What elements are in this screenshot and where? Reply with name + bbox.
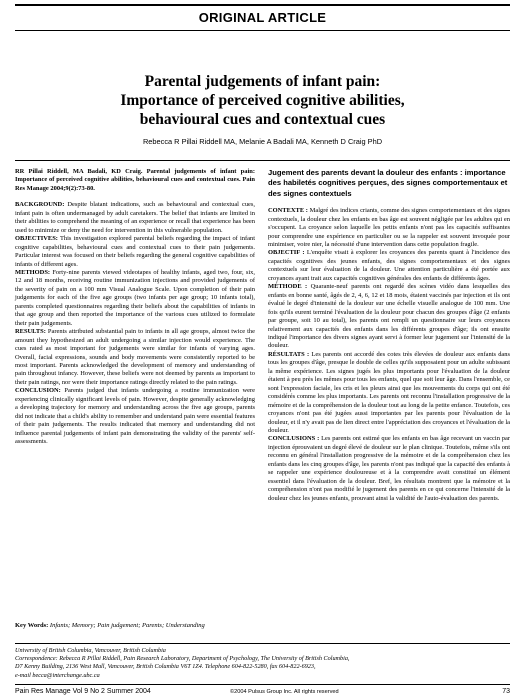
citation: RR Pillai Riddell, MA Badali, KD Craig. Parental judgements of infant pain: Importance of perceived cognitive abilities, behavioural cues and contextual cues. Pain Res Manage 2004;9(2):73-80. (15, 168, 255, 192)
copyright-notice: ©2004 Pulsus Group Inc. All rights reserved (230, 688, 339, 695)
section-heading: METHODS: (15, 268, 51, 276)
section-text: Malgré des indices criants, comme des signes comportementaux et des signes contextuels, la douleur chez les enfants en bas âge est souvent négligée par les adultes qui en s'occupent. La croyance selon laquelle les petits enfants n'ont pas les capacités suffisantes pour comprendre une expérience en particulier ou se la rappeler est souvent invoquée pour minimiser, voire nier, la nécessité d'une intervention dans cette population fragile. (268, 207, 510, 249)
keywords (15, 622, 255, 631)
section-text: Parents attributed substantial pain to infants in all age groups, almost twice the amount they hypothesized an adult undergoing a similar injection would experience. The cues rated as most important for judgements were similar for infants of varying ages. Overall, facial expressions, sounds and body movements were consistently reported to be most important. Parents acknowledged the development of memory and understanding of pain throughout infancy. However, these beliefs were not deemed by parents as important to their pain ratings, nor were their importance ratings directly related to the pain ratings. (15, 328, 256, 386)
section-heading: OBJECTIVES: (15, 235, 58, 243)
section-text: Despite blatant indications, such as behavioural and contextual cues, infant pain is often undermanaged by adult caretakers. The belief that infants are limited in their abilities to comprehend the meaning of an experience or recall that experience has been used to minimize or deny the need for intervention in this vulnerable population. (15, 201, 256, 234)
abstract-methods (15, 269, 255, 328)
section-heading: BACKGROUND: (15, 201, 65, 209)
title-line: behavioural cues and contextual cues (139, 111, 386, 128)
page-number: 73 (502, 688, 510, 695)
abstract-conclusion (15, 387, 255, 446)
section-text: Les parents ont estimé que les enfants en bas âge recevant un vaccin par injection éprouvaient un degré élevé de douleur sur le plan clinique. Toutefois, même s'ils ont reconnu en général l'installation progressive de la mémoire et de la compréhension chez les enfants dans les cinq groupes d'âge, les parents n'ont pas indiqué que la capacité des enfants à se rappeler une expérience douloureuse et à la comprendre avait constitué un élément essentiel dans l'évaluation de la douleur. Bref, les résultats montrent que la mémoire et la compréhension n'ont pas modifié le jugement des parents en ce qui concerne l'intensité de la douleur chez les jeunes enfants, prouvant ainsi la validité de l'auto-évaluation des parents. (268, 435, 510, 502)
section-text: Quarante-neuf parents ont regardé des scènes vidéo dans lesquelles des enfants en bonne santé, âgés de 2, 4, 6, 12 et 18 mois, étaient vaccinés par injection et ils ont évalué le degré d'intensité de la douleur sur une échelle visuelle analogue de 100 mm. Une fois qu'ils eurent terminé l'évaluation de la douleur pour chacun des groupes d'âge (2 enfants par groupe, soit 10 au total), les parents ont rempli un questionnaire sur leurs croyances relativement aux capacités des enfants dans les différents groupes d'âge; ils ont ensuite indiqué l'importance des divers signes ayant servi à former leur jugement sur l'intensité de la douleur. (268, 283, 511, 350)
section-label: ORIGINAL ARTICLE (198, 10, 327, 25)
section-heading: RESULTS: (15, 328, 46, 336)
section-heading: CONCLUSIONS : (268, 435, 320, 443)
section-text: L'enquête visait à explorer les croyances des parents quant à l'incidence des capacités cognitives des jeunes enfants, des signes comportementaux et des signes contextuels sur leur évaluation de la douleur. Une attention particulière a été portée aux croyances ayant trait aux capacités cognitives générales des enfants de différents âges. (268, 249, 510, 282)
english-abstract (15, 168, 255, 447)
article-title (40, 72, 485, 129)
resume-conclusions (268, 435, 510, 503)
affiliation-rule (15, 643, 510, 644)
affiliation-block (15, 647, 510, 680)
french-title: Jugement des parents devant la douleur des enfants : importance des habiletés cognitives perçues, des signes comportementaux et des signes contextuels (268, 168, 508, 198)
abstract-results (15, 328, 255, 387)
section-text: Forty-nine parents viewed videotapes of healthy infants, aged two, four, six, 12 and 18 months, receiving routine immunization injections and provided judgements of the severity of pain on a 100 mm Visual Analogue Scale. Upon completion of their pain judgements for each of the five age groups (two infants per age group; 10 infants total), parents completed questionnaires regarding their beliefs about the capabilities of infants in that age group and then reported the importance of the various cues utilized to formulate their pain judgements. (15, 268, 255, 327)
resume-contexte (268, 207, 510, 249)
top-rule (15, 4, 510, 6)
correspondence-line: D7 Kenny Building, 2136 West Mall, Vancouver, British Columbia V6T 1Z4. Telephone 604-822-5280, fax 604-822-6923, (15, 663, 316, 671)
section-heading: CONCLUSION: (15, 387, 61, 395)
resume-methode (268, 283, 510, 351)
abstract-background (15, 201, 255, 235)
affiliation-line: University of British Columbia, Vancouver, British Columbia (15, 647, 166, 654)
section-heading: RÉSULTATS : (268, 350, 310, 358)
keywords-label: Key Words: (15, 622, 49, 629)
abstract-objectives (15, 235, 255, 269)
page-footer (15, 688, 510, 698)
title-line: Importance of perceived cognitive abilities, (120, 92, 405, 109)
author-list: Rebecca R Pillai Riddell MA, Melanie A Badali MA, Kenneth D Craig PhD (142, 137, 383, 146)
section-heading: CONTEXTE : (268, 207, 308, 215)
french-abstract (268, 168, 510, 503)
title-line: Parental judgements of infant pain: (144, 73, 381, 90)
correspondence-email: e-mail becca@interchange.ubc.ca (15, 671, 100, 679)
section-text: Parents judged that infants undergoing a routine immunization were experiencing clinically significant levels of pain. However, despite generally acknowledging a developing trajectory for memory and understanding across the five age groups, parents did not indicate that a child's ability to remember and understand pain were essential features of their pain judgements. The results indicated that memory and understanding did not influence parental judgements of infant pain demonstrating the validity of the parents' self-assessments. (15, 387, 255, 446)
section-heading: MÉTHODE : (268, 283, 308, 291)
abstract-top-rule (15, 160, 510, 161)
footer-rule (15, 684, 510, 685)
resume-objectif (268, 249, 510, 283)
keywords-text: Infants; Memory; Pain judgement; Parents; Understanding (49, 622, 205, 629)
header-rule (15, 30, 510, 31)
resume-resultats (268, 351, 510, 436)
section-heading: OBJECTIF : (268, 249, 305, 257)
section-text: Les parents ont accordé des cotes très élevées de douleur aux enfants dans tous les groupes d'âge, presque le double de celles qu'ils supposaient pour un adulte subissant la même expérience. Les signes jugés les plus importants pour l'évaluation de la douleur étaient à peu près les mêmes pour tous les enfants, quel que soit leur âge. Dans l'ensemble, ce sont l'expression faciale, les cris et les pleurs ainsi que les mouvements du corps qui ont été considérés comme les plus importants. Les parents ont reconnu l'installation progressive de la mémoire et de la compréhension de la douleur tout au long de la petite enfance. Toutefois, ces croyances n'ont pas été jugées aussi importantes par les parents pour l'évaluation de la douleur, et il n'y avait pas de lien direct entre l'appréciation des croyances et l'évaluation de la douleur. (268, 350, 511, 434)
journal-citation: Pain Res Manage Vol 9 No 2 Summer 2004 (15, 688, 151, 695)
section-text: This investigation explored parental beliefs regarding the impact of infant cognitive capabilities, behavioural cues and contextual cues to their pain judgements. Particular interest was focused on their beliefs regarding the general cognitive capabilities of infants of different ages. (15, 235, 255, 268)
correspondence-line: Correspondence: Rebecca R Pillai Riddell, Pain Research Laboratory, Department of Psychology, The University of British Columbia, (15, 655, 350, 663)
